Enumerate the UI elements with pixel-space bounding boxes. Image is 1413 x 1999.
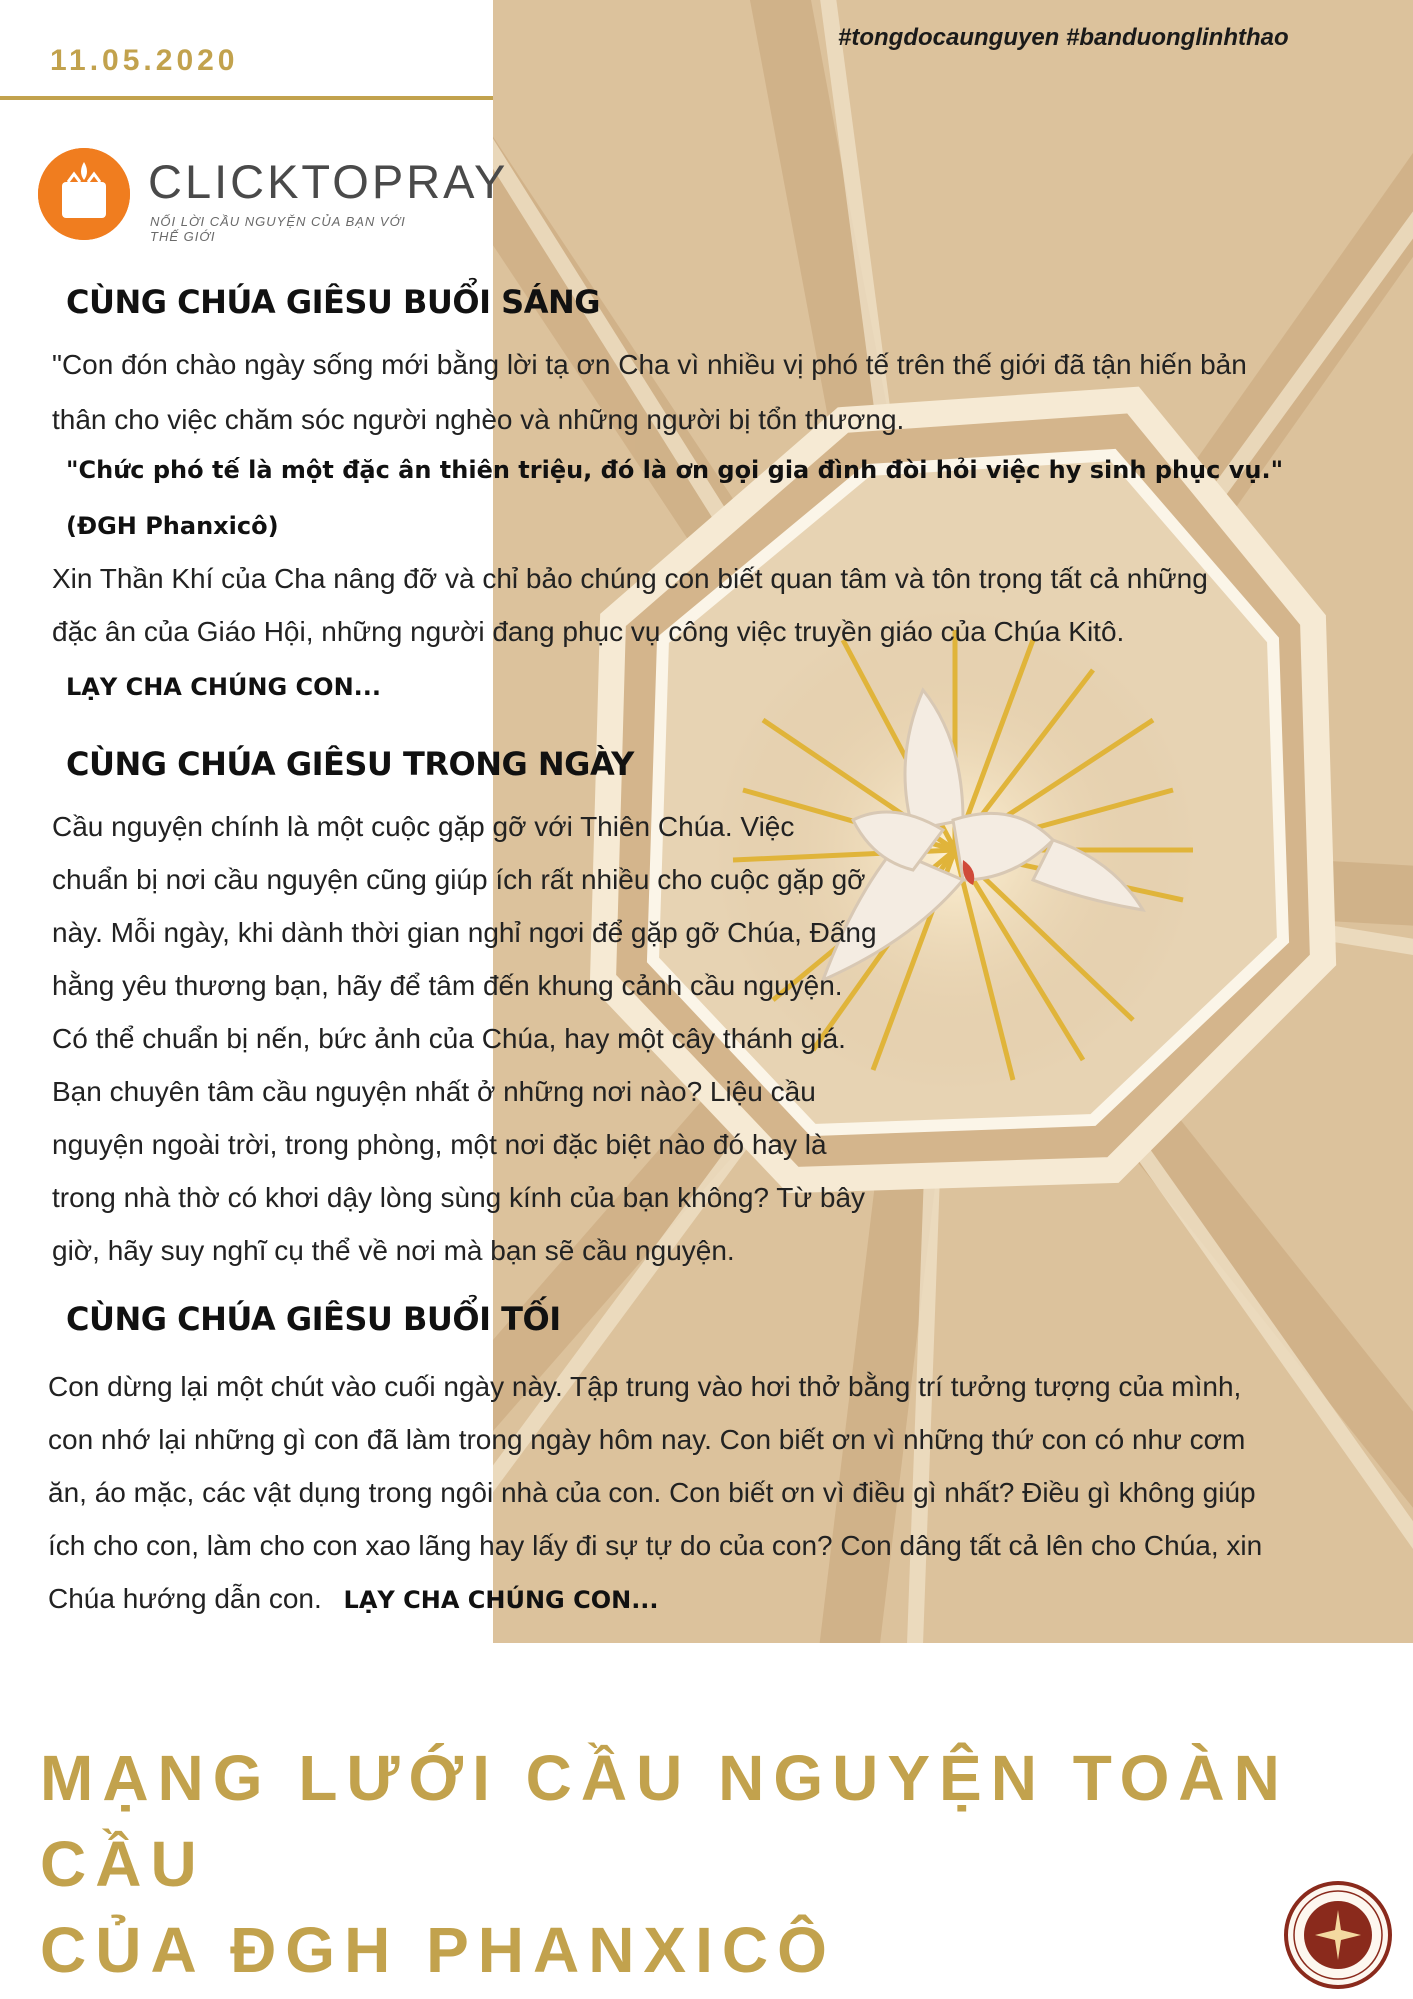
day-line: này. Mỗi ngày, khi dành thời gian nghỉ ngơi để gặp gỡ Chúa, Đấng [52, 917, 877, 948]
logo-subtitle: NỐI LỜI CẦU NGUYỆN CỦA BẠN VỚI THẾ GIỚI [150, 214, 406, 244]
evening-closing: LẠY CHA CHÚNG CON... [343, 1586, 659, 1614]
evening-heading: CÙNG CHÚA GIÊSU BUỔI TỐI [66, 1300, 561, 1338]
evening-line: Chúa hướng dẫn con. [48, 1583, 322, 1614]
morning-line-2: thân cho việc chăm sóc người nghèo và những người bị tổn thương. [52, 404, 905, 435]
day-paragraph [52, 800, 877, 1277]
evening-line: Con dừng lại một chút vào cuối ngày này. Tập trung vào hơi thở bằng trí tưởng tượng của mình, [48, 1371, 1242, 1402]
evening-line: ích cho con, làm cho con xao lãng hay lấy đi sự tự do của con? Con dâng tất cả lên cho Chúa, xin [48, 1530, 1263, 1561]
quote-author: (ĐGH Phanxicô) [66, 512, 279, 540]
evening-line: ăn, áo mặc, các vật dụng trong ngôi nhà của con. Con biết ơn vì điều gì nhất? Điều gì không giúp [48, 1477, 1256, 1508]
morning-heading: CÙNG CHÚA GIÊSU BUỔI SÁNG [66, 283, 601, 321]
morning-line-1: "Con đón chào ngày sống mới bằng lời tạ ơn Cha vì nhiều vị phó tế trên thế giới đã tận hiến bản [52, 349, 1247, 380]
day-line: hằng yêu thương bạn, hãy để tâm đến khung cảnh cầu nguyện. [52, 970, 843, 1001]
footer-title-line-2: CỦA ĐGH PHANXICÔ [40, 1914, 836, 1986]
diocese-seal-icon [1283, 1880, 1393, 1990]
date-label: 11.05.2020 [50, 44, 239, 77]
day-line: Bạn chuyên tâm cầu nguyện nhất ở những nơi nào? Liệu cầu [52, 1076, 816, 1107]
day-line: trong nhà thờ có khơi dậy lòng sùng kính của bạn không? Từ bây [52, 1182, 866, 1213]
evening-last-line [48, 1572, 1262, 1627]
day-line: giờ, hãy suy nghĩ cụ thể về nơi mà bạn sẽ cầu nguyện. [52, 1235, 735, 1266]
hashtags: #tongdocaunguyen #banduonglinhthao [838, 24, 1289, 51]
day-line: nguyện ngoài trời, trong phòng, một nơi đặc biệt nào đó hay là [52, 1129, 827, 1160]
morning-line-4: đặc ân của Giáo Hội, những người đang phục vụ công việc truyền giáo của Chúa Kitô. [52, 616, 1125, 647]
footer-title-line-1: MẠNG LƯỚI CẦU NGUYỆN TOÀN CẦU [40, 1742, 1289, 1900]
evening-paragraph [48, 1360, 1262, 1627]
day-line: Có thể chuẩn bị nến, bức ảnh của Chúa, hay một cây thánh giá. [52, 1023, 846, 1054]
evening-line: con nhớ lại những gì con đã làm trong ngày hôm nay. Con biết ơn vì những thứ con có như cơm [48, 1424, 1246, 1455]
logo-title: CLICKTOPRAY [148, 155, 509, 208]
day-line: Cầu nguyện chính là một cuộc gặp gỡ với Thiên Chúa. Việc [52, 811, 795, 842]
morning-line-3: Xin Thần Khí của Cha nâng đỡ và chỉ bảo chúng con biết quan tâm và tôn trọng tất cả những [52, 563, 1208, 594]
day-line: chuẩn bị nơi cầu nguyện cũng giúp ích rất nhiều cho cuộc gặp gỡ [52, 864, 866, 895]
footer-title [40, 1735, 1413, 1993]
morning-closing: LẠY CHA CHÚNG CON... [66, 673, 382, 701]
morning-quote: "Chức phó tế là một đặc ân thiên triệu, đó là ơn gọi gia đình đòi hỏi việc hy sinh phục vụ." [66, 456, 1284, 484]
day-heading: CÙNG CHÚA GIÊSU TRONG NGÀY [66, 745, 634, 783]
